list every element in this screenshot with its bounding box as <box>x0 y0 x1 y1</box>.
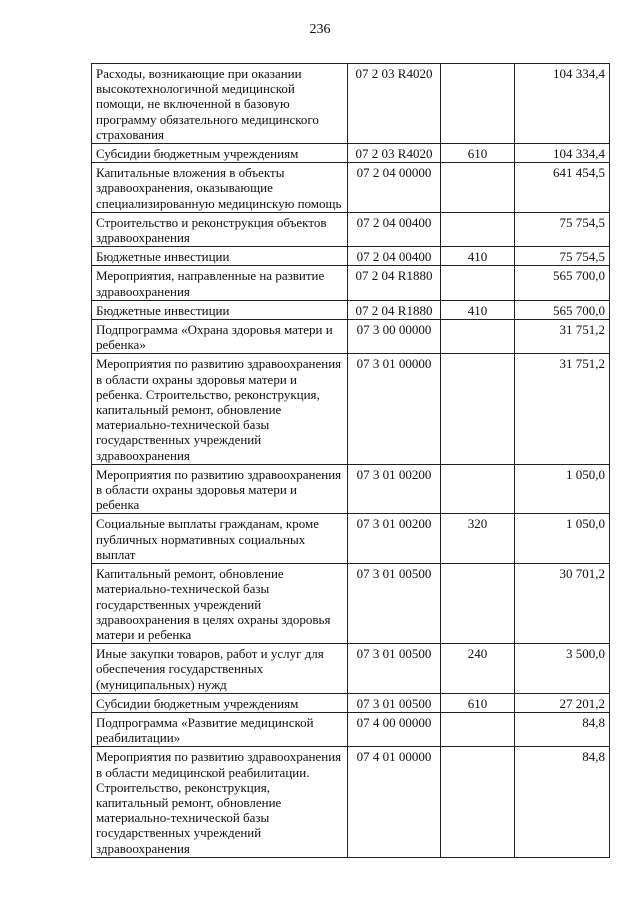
row-type <box>441 163 515 213</box>
row-code: 07 3 00 00000 <box>348 320 441 354</box>
row-type <box>441 266 515 300</box>
row-sum: 3 500,0 <box>515 644 610 694</box>
row-name: Мероприятия по развитию здравоохранения в области охраны здоровья матери и ребенка <box>92 464 348 514</box>
row-sum: 75 754,5 <box>515 247 610 266</box>
table-row <box>92 320 610 354</box>
row-name: Расходы, возникающие при оказании высокотехнологичной медицинской помощи, не включенной в базовую программу обязательного медицинского страхования <box>92 64 348 144</box>
row-type: 410 <box>441 300 515 319</box>
row-type: 410 <box>441 247 515 266</box>
row-code: 07 2 04 00000 <box>348 163 441 213</box>
table-row <box>92 564 610 644</box>
row-sum: 1 050,0 <box>515 514 610 564</box>
row-sum: 84,8 <box>515 712 610 746</box>
row-type: 240 <box>441 644 515 694</box>
table-row <box>92 464 610 514</box>
row-type: 320 <box>441 514 515 564</box>
row-sum: 641 454,5 <box>515 163 610 213</box>
row-code: 07 2 04 00400 <box>348 247 441 266</box>
row-type <box>441 64 515 144</box>
row-name: Социальные выплаты гражданам, кроме публичных нормативных социальных выплат <box>92 514 348 564</box>
row-type <box>441 564 515 644</box>
row-code: 07 2 04 00400 <box>348 212 441 246</box>
row-name: Субсидии бюджетным учреждениям <box>92 144 348 163</box>
row-type <box>441 320 515 354</box>
row-name: Иные закупки товаров, работ и услуг для обеспечения государственных (муниципальных) нужд <box>92 644 348 694</box>
row-name: Бюджетные инвестиции <box>92 247 348 266</box>
row-sum: 104 334,4 <box>515 144 610 163</box>
row-code: 07 3 01 00500 <box>348 693 441 712</box>
row-type <box>441 464 515 514</box>
table-row <box>92 712 610 746</box>
row-sum: 104 334,4 <box>515 64 610 144</box>
row-code: 07 2 03 R4020 <box>348 144 441 163</box>
row-name: Строительство и реконструкция объектов здравоохранения <box>92 212 348 246</box>
table-row <box>92 266 610 300</box>
row-name: Подпрограмма «Развитие медицинской реабилитации» <box>92 712 348 746</box>
row-code: 07 3 01 00500 <box>348 644 441 694</box>
page-number: 236 <box>309 22 331 37</box>
table-row <box>92 693 610 712</box>
table-row <box>92 354 610 464</box>
row-code: 07 3 01 00200 <box>348 464 441 514</box>
row-code: 07 3 01 00200 <box>348 514 441 564</box>
row-name: Субсидии бюджетным учреждениям <box>92 693 348 712</box>
row-code: 07 3 01 00000 <box>348 354 441 464</box>
row-code: 07 3 01 00500 <box>348 564 441 644</box>
table-row <box>92 644 610 694</box>
row-code: 07 2 03 R4020 <box>348 64 441 144</box>
row-sum: 75 754,5 <box>515 212 610 246</box>
row-type: 610 <box>441 693 515 712</box>
row-sum: 84,8 <box>515 747 610 857</box>
row-code: 07 4 00 00000 <box>348 712 441 746</box>
row-sum: 31 751,2 <box>515 354 610 464</box>
table-row <box>92 300 610 319</box>
row-name: Мероприятия по развитию здравоохранения в области медицинской реабилитации. Строительство, реконструкция, капитальный ремонт, обновление материально-технической базы государственных учреждений здравоохранения <box>92 747 348 857</box>
row-name: Бюджетные инвестиции <box>92 300 348 319</box>
row-sum: 1 050,0 <box>515 464 610 514</box>
table-row <box>92 212 610 246</box>
row-type <box>441 354 515 464</box>
table-row <box>92 747 610 857</box>
row-name: Подпрограмма «Охрана здоровья матери и ребенка» <box>92 320 348 354</box>
table-row <box>92 64 610 144</box>
row-type <box>441 212 515 246</box>
table-row <box>92 144 610 163</box>
row-sum: 565 700,0 <box>515 300 610 319</box>
row-sum: 27 201,2 <box>515 693 610 712</box>
table-row <box>92 514 610 564</box>
row-name: Мероприятия по развитию здравоохранения в области охраны здоровья матери и ребенка. Строительство, реконструкция, капитальный ремонт, обновление материально-технической базы государственных учреждений здравоохранения <box>92 354 348 464</box>
row-sum: 30 701,2 <box>515 564 610 644</box>
row-type <box>441 747 515 857</box>
row-code: 07 2 04 R1880 <box>348 300 441 319</box>
row-code: 07 4 01 00000 <box>348 747 441 857</box>
row-name: Мероприятия, направленные на развитие здравоохранения <box>92 266 348 300</box>
row-sum: 31 751,2 <box>515 320 610 354</box>
row-type <box>441 712 515 746</box>
table-row <box>92 247 610 266</box>
row-name: Капитальные вложения в объекты здравоохранения, оказывающие специализированную медицинскую помощь <box>92 163 348 213</box>
row-name: Капитальный ремонт, обновление материально-технической базы государственных учреждений здравоохранения в целях охраны здоровья матери и ребенка <box>92 564 348 644</box>
table-row <box>92 163 610 213</box>
row-type: 610 <box>441 144 515 163</box>
row-sum: 565 700,0 <box>515 266 610 300</box>
budget-table <box>91 63 610 858</box>
row-code: 07 2 04 R1880 <box>348 266 441 300</box>
